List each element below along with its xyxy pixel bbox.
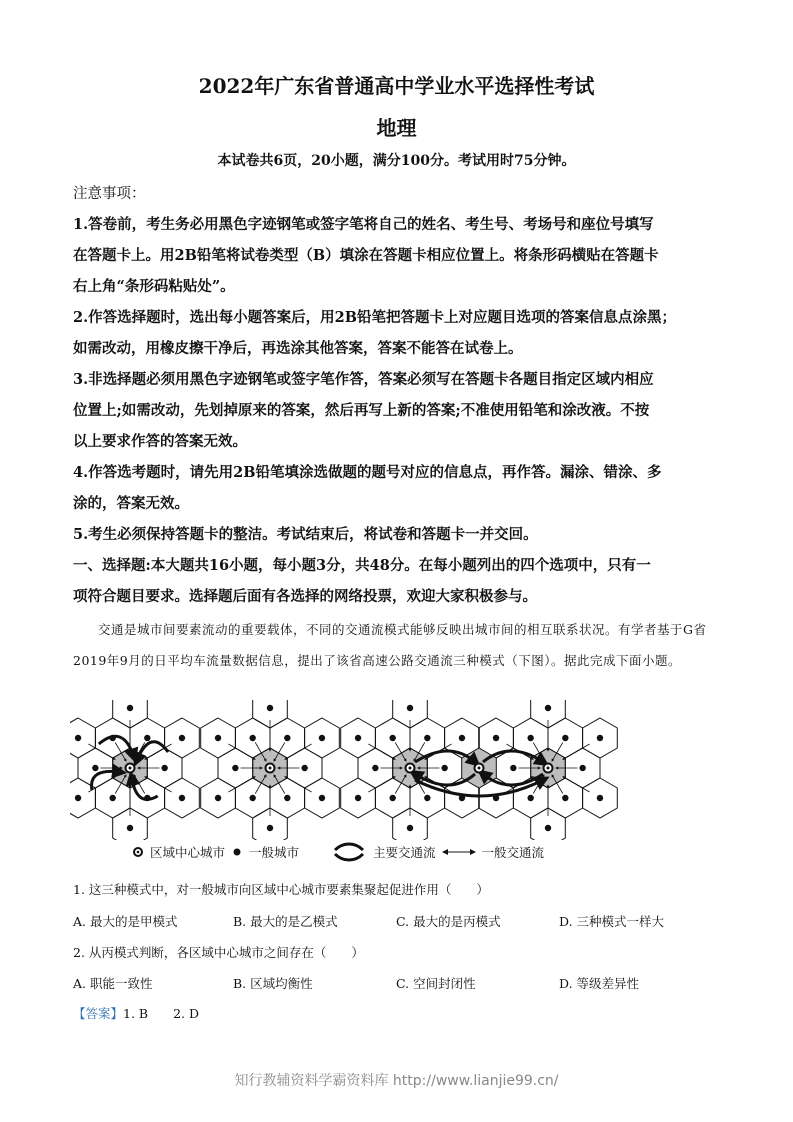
general-city-node [597,795,603,801]
traffic-flow-diagram [70,700,630,840]
general-city-node [284,735,290,741]
section-heading: 项符合题目要求。选择题后面有各选择的网络投票，欢迎大家积极参与。 [73,588,537,605]
center-city-core [269,767,272,770]
q2-option-d[interactable]: D. 等级差异性 [559,976,640,991]
general-city-node [597,735,603,741]
general-city-node [179,735,185,741]
general-city-node [579,765,585,771]
general-city-node [493,795,499,801]
general-flow-arrow [88,744,114,759]
q2-option-a[interactable]: A. 职能一致性 [73,976,153,991]
general-city-node [319,795,325,801]
general-city-node [127,705,133,711]
general-city-node [424,795,430,801]
note-line: 5.考生必须保持答题卡的整洁。考试结束后，将试卷和答题卡一并交回。 [73,526,538,543]
general-city-node [459,735,465,741]
general-city-node [510,765,516,771]
passage: 交通是城市间要素流动的重要载体，不同的交通流模式能够反映出城市间的相互联系状况。有学者基于G省2019年9月的日平均车流量数据信息，提出了该省高速公路交通流三种模式（下图）。据此完成下面小题。 [73,622,707,668]
general-city-node [267,705,273,711]
exam-info: 本试卷共6页，20小题，满分100分。考试用时75分钟。 [217,153,576,169]
general-flow-arrow [286,744,312,759]
legend-general-flow: 一般交通流 [481,845,545,860]
general-city-node [424,735,430,741]
general-city-node [144,735,150,741]
general-city-node [127,825,133,831]
legend-center-city: 区域中心城市 [150,845,226,860]
general-flow-arrow [146,777,172,792]
note-line: 2.作答选择题时，选出每小题答案后，用2B铅笔把答题卡上对应题目选项的答案信息点涂黑； [73,309,676,326]
general-city-node [459,795,465,801]
question-1-stem: 1. 这三种模式中，对一般城市向区域中心城市要素集聚起促进作用（ ） [73,882,489,897]
general-flow-arrow [564,777,590,792]
general-city-node [232,765,238,771]
note-line: 3.非选择题必须用黑色字迹钢笔或签字笔作答，答案必须写在答题卡各题目指定区域内相应 [73,371,654,388]
subject-title: 地理 [376,116,417,140]
general-flow-arrow [368,777,394,792]
q1-option-a[interactable]: A. 最大的是甲模式 [73,914,178,929]
answer-text: 1. B 2. D [123,1006,200,1021]
general-city-node [144,795,150,801]
note-line: 1.答卷前，考生务必用黑色字迹钢笔或签字笔将自己的姓名、考生号、考场号和座位号填写 [73,216,654,233]
general-city-node [355,795,361,801]
general-city-node [527,795,533,801]
general-city-node [161,765,167,771]
diagram-legend [132,842,544,862]
hex-region [70,718,95,758]
general-city-node [75,795,81,801]
general-city-node [109,735,115,741]
general-city-node [562,795,568,801]
center-city-core [409,767,412,770]
q2-option-b[interactable]: B. 区域均衡性 [233,976,313,991]
note-line: 如需改动，用橡皮擦干净后，再选涂其他答案，答案不能答在试卷上。 [73,340,523,357]
note-line: 以上要求作答的答案无效。 [73,433,247,450]
center-city-icon [132,846,144,858]
exam-title: 2022年广东省普通高中学业水平选择性考试 [198,74,595,98]
general-city-node [249,735,255,741]
general-city-node [389,735,395,741]
general-city-node [215,795,221,801]
general-city-node [545,705,551,711]
general-flow-arrow [564,744,590,759]
general-city-node [493,735,499,741]
general-flow-arrow [368,744,394,759]
general-city-node [527,735,533,741]
notes-heading: 注意事项： [73,186,146,202]
general-city-node [545,825,551,831]
general-flow-arrow [286,777,312,792]
general-city-node [75,735,81,741]
general-city-node [407,825,413,831]
note-line: 涂的，答案无效。 [73,495,189,512]
general-flow-arrow [228,777,254,792]
q1-option-b[interactable]: B. 最大的是乙模式 [233,914,338,929]
general-city-node [267,825,273,831]
general-city-node [355,735,361,741]
general-city-node [215,735,221,741]
center-city-core [129,767,132,770]
general-flow-icon [442,847,476,857]
answer-tag: 【答案】 [73,1006,124,1021]
general-city-node [372,765,378,771]
question-2-stem: 2. 从丙模式判断，各区域中心城市之间存在（ ） [73,945,364,960]
general-flow-arrow [228,744,254,759]
center-city-core [478,767,481,770]
note-line: 在答题卡上。用2B铅笔将试卷类型（B）填涂在答题卡相应位置上。将条形码横贴在答题卡 [73,247,659,264]
q1-option-c[interactable]: C. 最大的是丙模式 [396,914,501,929]
q2-option-c[interactable]: C. 空间封闭性 [396,976,476,991]
main-flow-icon [331,842,367,862]
general-city-node [319,735,325,741]
answer-line [73,1004,199,1022]
general-city-node [249,795,255,801]
note-line: 4.作答选考题时，请先用2B铅笔填涂选做题的题号对应的信息点，再作答。漏涂、错涂、多 [73,464,662,481]
note-line: 位置上;如需改动，先划掉原来的答案，然后再写上新的答案;不准使用铅笔和涂改液。不按 [73,402,650,419]
general-city-node [92,765,98,771]
watermark-footer: 知行教辅资料学霸资料库 http://www.lianjie99.cn/ [234,1073,559,1089]
general-city-node [301,765,307,771]
general-city-node [109,795,115,801]
general-city-node [441,765,447,771]
general-city-node [562,735,568,741]
legend-main-flow: 主要交通流 [373,845,436,860]
general-city-icon [231,846,243,858]
note-line: 右上角“条形码粘贴处”。 [73,278,235,295]
general-city-node [389,795,395,801]
general-city-node [284,795,290,801]
legend-general-city: 一般城市 [249,845,300,860]
general-city-node [179,795,185,801]
section-heading: 一、选择题:本大题共16小题，每小题3分，共48分。在每小题列出的四个选项中，只有一 [73,557,651,574]
general-city-node [407,705,413,711]
q1-option-d[interactable]: D. 三种模式一样大 [559,914,665,929]
center-city-core [547,767,550,770]
